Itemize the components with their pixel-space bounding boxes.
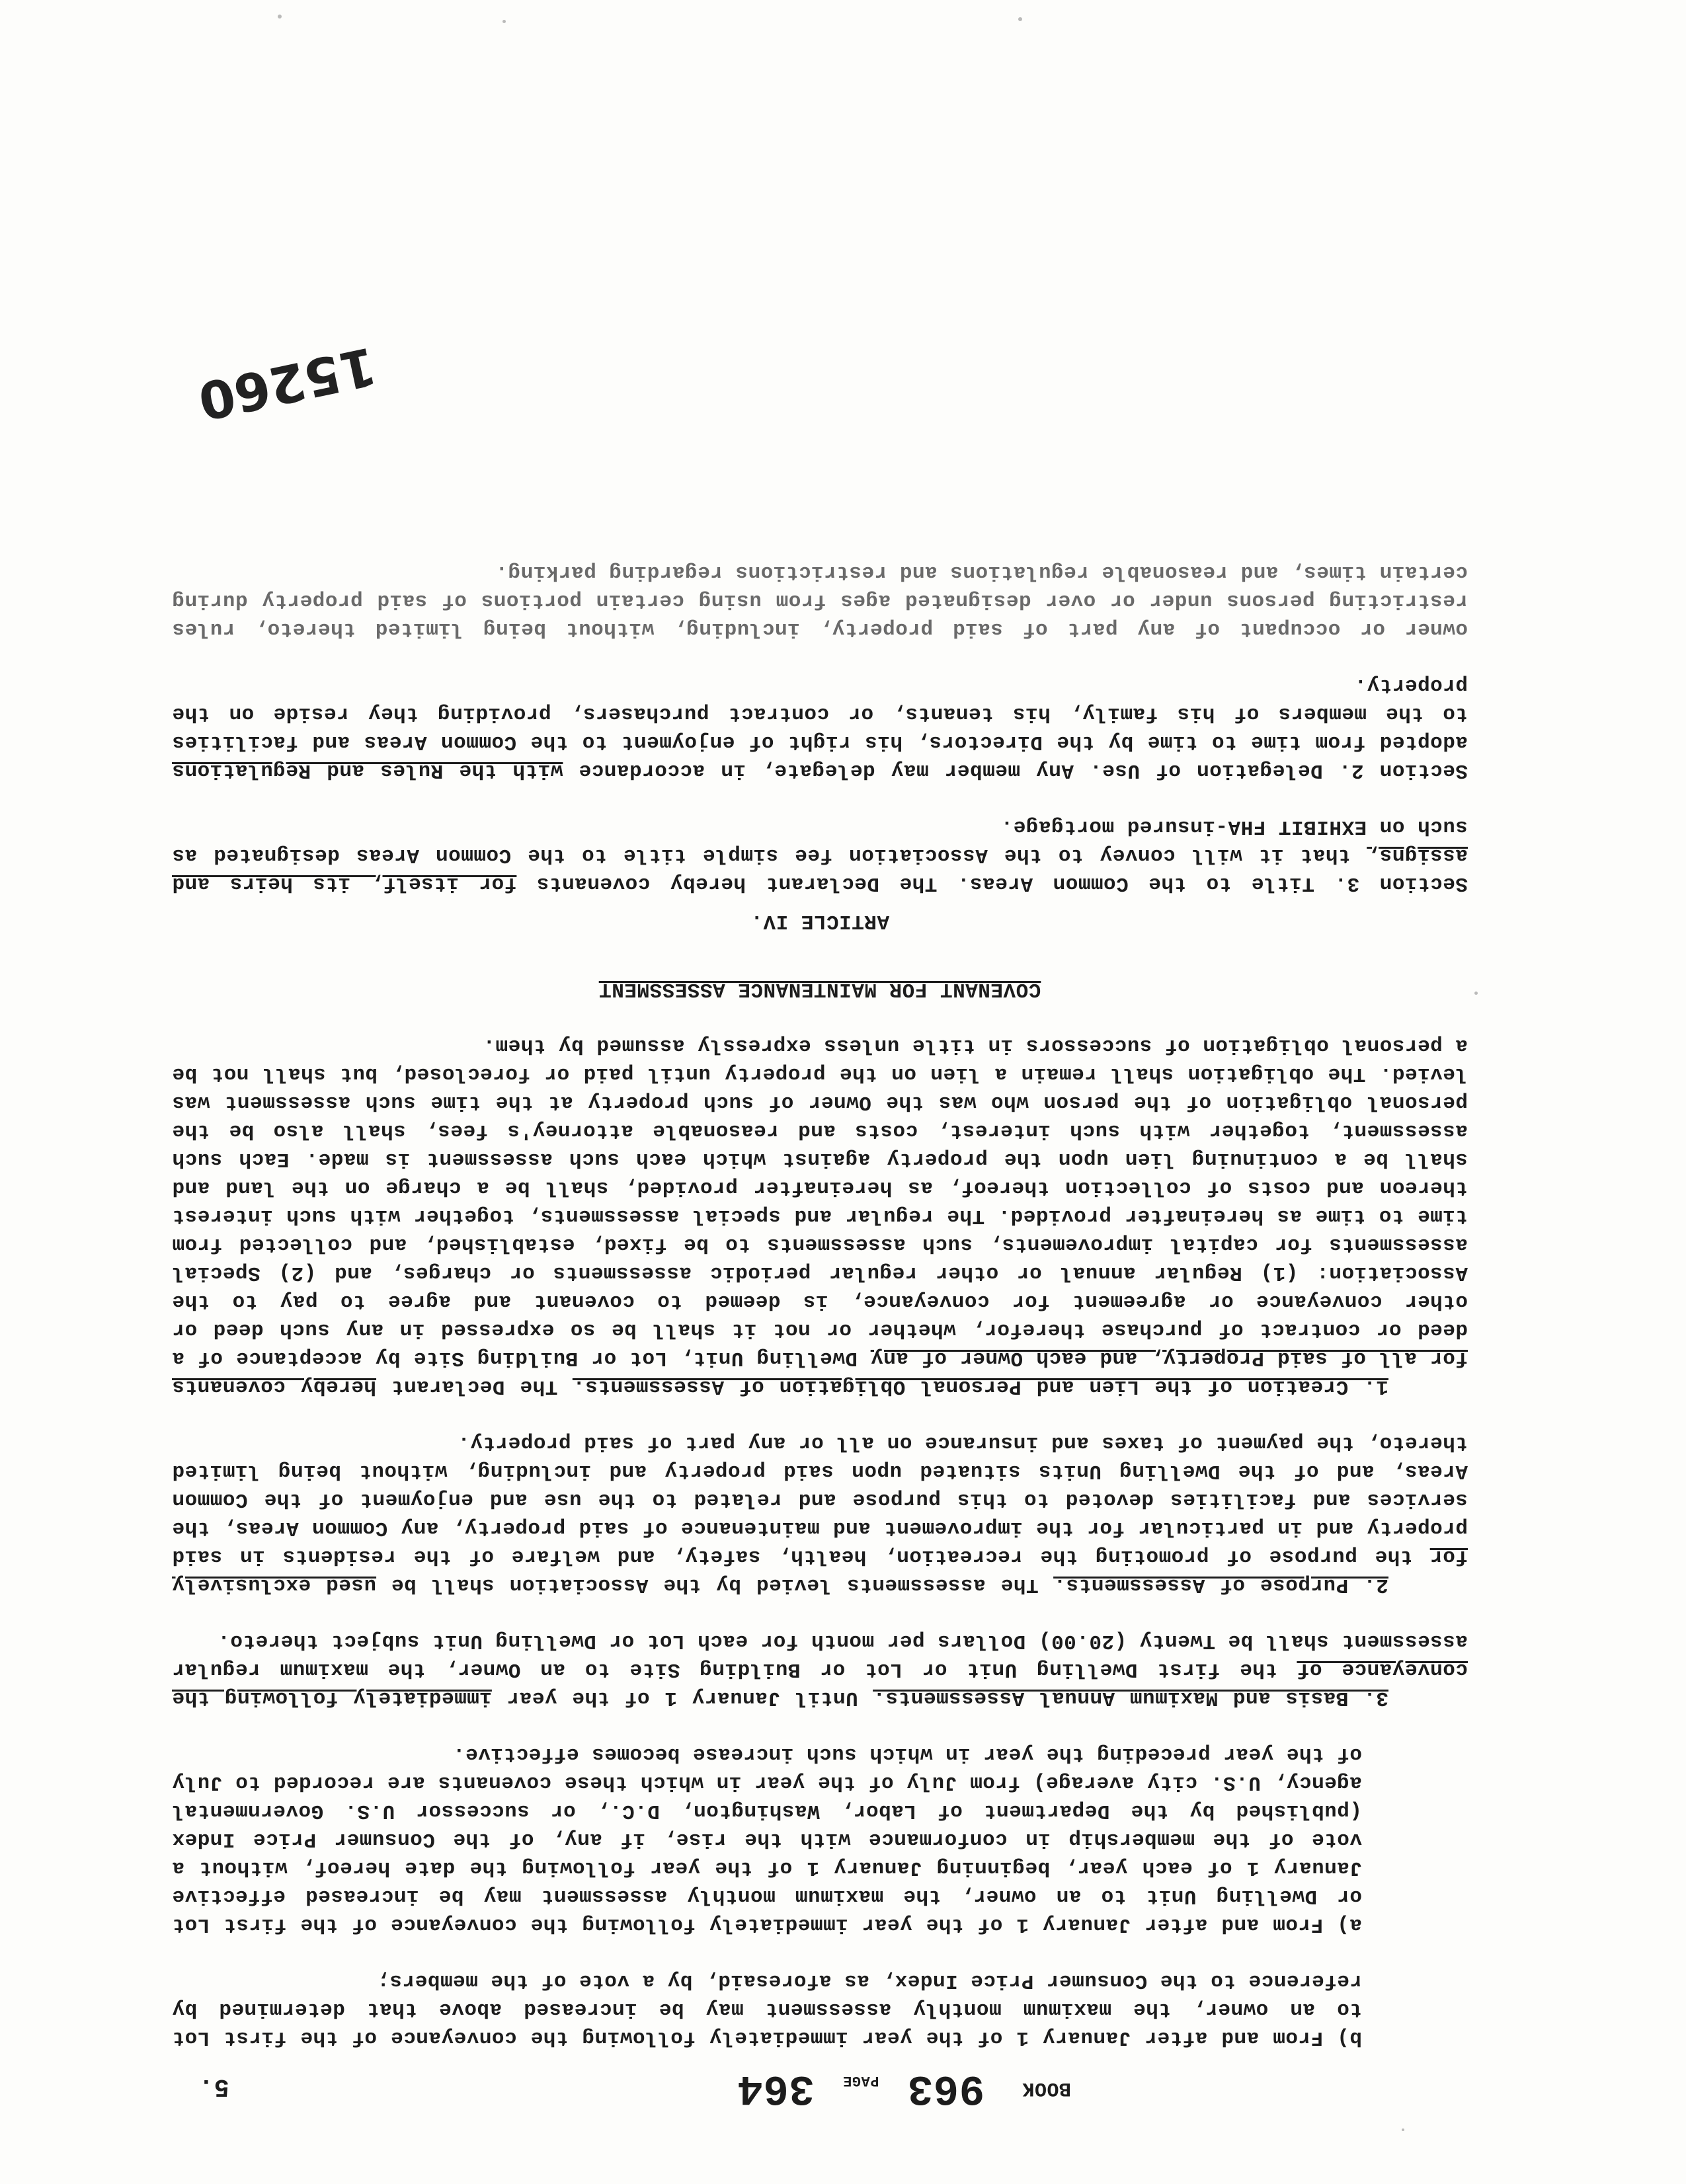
paragraph-3-underlined: immediately following the conveyance of <box>172 1658 1468 1709</box>
article-heading: ARTICLE IV. <box>750 910 890 933</box>
paragraph-2-title: 2. Purpose of Assessments. <box>1053 1573 1388 1596</box>
document-body <box>172 530 1468 2125</box>
section-3-body-2: that it will convey to the Association fee simple title to the Common Areas designated as such on EXHIBIT FHA-insured mortgage. <box>172 815 1468 867</box>
paragraph-1-body-2: Dwelling Unit, Lot or Building Site by acceptance of a deed or contract of purchase therefor, whether or not it shall be so expressed in any such deed or other conveyance or agreement for conveyance, is deemed to covenant and agree to pay to the Association: (1) Regular annual or other regular periodic assessments or charges, and (2) Special assessments for capital improvements, such assessments to be fixed, established, and collected from time to time as hereinafter provided. The regular and special assessments, together with such interest thereon and costs of collection thereof, as hereinafter provided, shall be a charge on the land and shall be a continuing lien upon the property against which each such <box>171 1148 1468 1370</box>
scan-speck <box>278 15 282 19</box>
paragraph-2 <box>172 1428 1468 1599</box>
book-page-reference <box>737 2057 1071 2111</box>
scan-speck <box>1018 17 1022 21</box>
scan-speck <box>1402 2128 1404 2131</box>
paragraph-1-title: 1. Creation of the Lien and Personal Obligation of Assessments. <box>572 1375 1388 1398</box>
paragraph-2-body-1: The assessments levied by the Association shall be <box>376 1573 1054 1596</box>
scan-speck <box>1474 992 1478 995</box>
book-label: BOOK <box>1022 2077 1071 2099</box>
paragraph-3-title: 3. Basis and Maximum Annual Assessments. <box>873 1686 1388 1709</box>
paragraph-b: b) From and after January 1 of the year immediately following the conveyance of the first Lot to an owner, the maximum monthly assessment may be increased above that determined by reference to the Consumer Price Index, as aforesaid, by a vote of the members; <box>172 1969 1362 2049</box>
book-number: 963 <box>907 2064 985 2112</box>
paragraph-a: a) From and after January 1 of the year immediately following the conveyance of the first Lot or Dwelling Unit to an owner, the maximum monthly assessment may be increased effective January 1 of each year, beginning January 1 of the year following the date hereof, without a vote of the membership in conformance with the rise, if any, of the Consumer Price Index (published by the Department of Labor, Washington, D.C., or successor U.S. Governmental agency, U.S. city average) from July of the year in which these covenants are recorded to July of the year preceding the year in which such increase becomes effective. <box>172 1742 1362 1936</box>
paragraph-parking-rules: owner or occupant of any part of said property, including, without being limited thereto, rules restricting persons under or over designated ages from using certain portions of said property during certain times, and reasonable regulations and restrictions regarding parking. <box>172 561 1468 641</box>
section-3-title: Section 3. Title to the Common Areas. <box>957 872 1468 895</box>
section-2 <box>172 671 1468 785</box>
section-3-underlined: for itself, its heirs and assigns, <box>171 843 1468 895</box>
paragraph-1 <box>172 1031 1468 1401</box>
section-3-body-1: The Declarant hereby covenants <box>516 872 957 895</box>
paragraph-3-body-1: Until January 1 of the year <box>491 1686 873 1709</box>
paragraph-3 <box>172 1627 1468 1712</box>
section-2-underlined: with the Rules and Regulations <box>171 759 563 782</box>
section-3 <box>172 812 1468 898</box>
scan-speck <box>502 20 506 23</box>
covenant-heading: COVENANT FOR MAINTENANCE ASSESSMENT <box>598 978 1041 1001</box>
paragraph-1-underlined: hereby covenants for all of said Property, and each Owner of any <box>171 1346 1468 1398</box>
page-header <box>172 2052 1468 2125</box>
sheet-number: 5. <box>198 2072 229 2101</box>
paragraph-2-body-2: the purpose of promoting the recreation, health, safety, and welfare of the residents in said property and in particular for the improvement and maintenance of said property, any Common Areas, the services and facilities devoted to this purpose and related to the use and enjoyment of the Common Areas, and of the Dwelling Units situated upon said property and including, without being limited thereto, the payment of taxes and insurance on all or any part of said property. <box>172 1431 1468 1568</box>
section-2-body-1: Any member may delegate, in accordance <box>563 759 1090 782</box>
recording-stamp-number: 15260 <box>193 334 381 431</box>
paragraph-1-body-1: The Declarant <box>376 1375 573 1398</box>
paragraph-1-end: assessment is made. Each such assessment, together with such interest, costs and reasonable attorney's fees, shall also be the personal obligation of the person who was the Owner of such property at the time such assessment was levied. The obligation shall remain a lien on the property until paid or foreclosed, but shall not be a personal obligation of successors in title unless expressly assumed by them. <box>172 1034 1468 1171</box>
paragraph-2-underlined: used exclusively for <box>172 1545 1468 1596</box>
section-2-body-2: adopted from time to time by the Directors, his right of enjoyment to the Common Areas and facilities to the members of his family, his tenants, or contract purchasers, providing they reside on the property. <box>172 674 1468 754</box>
page-label: PAGE <box>842 2072 879 2089</box>
section-2-title: Section 2. Delegation of Use. <box>1089 759 1468 782</box>
page-number: 364 <box>737 2064 815 2112</box>
paragraph-3-body-2: the first Dwelling Unit or Lot or Building Site to an Owner, the maximum regular assessment shall be Twenty (20.00) Dollars per month for each Lot or Dwelling Unit subject thereto. <box>172 1629 1468 1681</box>
